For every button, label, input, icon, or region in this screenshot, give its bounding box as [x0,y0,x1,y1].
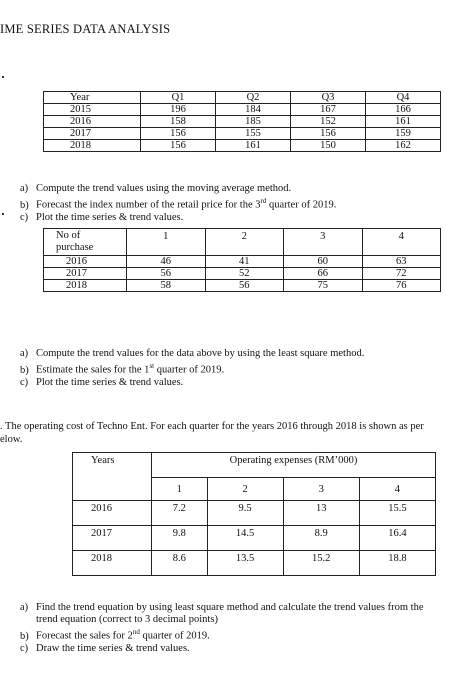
col-header-q2: Q2 [216,92,291,104]
table-header-row [44,229,441,256]
col-header-purchase [44,229,127,256]
bullet-dot [2,76,4,78]
header-text: No of [56,230,81,241]
item-label: a) [20,183,29,194]
table-cell: 9.8 [152,526,208,551]
col-header-q1: Q1 [141,92,216,104]
question-item-continuation: trend equation (correct to 3 decimal points) [36,614,218,625]
intro-text: elow. [0,434,23,445]
item-text: Plot the time series & trend values. [36,376,184,388]
table-cell: 9.5 [207,501,283,526]
item-superscript: rd [260,197,267,205]
cell-year: 2016 [44,116,141,128]
question-3-intro [0,420,470,446]
table-cell: 159 [366,128,441,140]
question-item [20,643,460,655]
col-header-years: Years [73,453,152,501]
table-cell: 7.2 [152,501,208,526]
item-label: c) [20,211,29,223]
item-text: Estimate the sales for the 1 [36,364,150,376]
table-cell: 16.4 [359,526,435,551]
table-row [44,268,441,280]
table-cell: 161 [216,140,291,152]
item-label: a) [20,602,29,613]
table-cell: 15.2 [283,551,359,576]
cell-year: 2016 [73,501,152,526]
col-header-3: 3 [283,478,359,501]
question-3-items [20,602,460,655]
table-cell: 8.9 [283,526,359,551]
table-cell: 196 [141,104,216,116]
item-label: c) [20,642,29,654]
table-row [73,501,436,526]
question-1-items [20,183,336,224]
col-header-group: Operating expenses (RM’000) [152,453,436,478]
table-cell: 15.5 [359,501,435,526]
item-text: quarter of 2019. [154,364,225,376]
table-purchases [43,228,441,292]
table-row [73,551,436,576]
col-header-2: 2 [207,478,283,501]
cell-year: 2018 [44,140,141,152]
item-label: c) [20,376,29,388]
table-cell: 75 [284,280,363,292]
item-label: b) [20,364,29,376]
table-cell: 46 [127,256,206,268]
table-cell: 185 [216,116,291,128]
table-cell: 155 [216,128,291,140]
table-cell: 18.8 [359,551,435,576]
table-cell: 41 [205,256,284,268]
table-cell: 13.5 [207,551,283,576]
table-cell: 166 [366,104,441,116]
item-text: Forecast the index number of the retail price for the 3 [36,199,261,211]
cell-year: 2016 [44,256,127,268]
cell-year: 2018 [73,551,152,576]
table-cell: 66 [284,268,363,280]
question-item [20,602,460,614]
header-text: purchase [56,242,94,253]
col-header-year: Year [44,92,141,104]
table-cell: 8.6 [152,551,208,576]
item-text: Draw the time series & trend values. [36,642,190,654]
table-row [44,128,441,140]
table-cell: 72 [362,268,441,280]
col-header-1: 1 [152,478,208,501]
table-header-row [44,92,441,104]
cell-year: 2017 [73,526,152,551]
question-item [20,377,364,389]
col-header-3: 3 [284,229,363,256]
question-item [20,348,364,360]
table-cell: 184 [216,104,291,116]
table-cell: 158 [141,116,216,128]
table-operating-expenses [72,452,436,576]
table-cell: 56 [205,280,284,292]
col-header-4: 4 [362,229,441,256]
table-cell: 14.5 [207,526,283,551]
cell-year: 2018 [44,280,127,292]
item-text: Find the trend equation by using least square method and calculate the trend values from the [36,602,424,613]
table-cell: 156 [141,128,216,140]
question-2-items [20,348,364,389]
col-header-q3: Q3 [291,92,366,104]
table-row [73,526,436,551]
item-superscript: st [149,362,155,370]
item-superscript: nd [132,628,140,636]
page-title: IME SERIES DATA ANALYSIS [0,22,171,36]
table-cell: 156 [291,128,366,140]
item-label: b) [20,630,29,642]
question-item [20,360,364,377]
bullet-dot [2,213,4,215]
table-cell: 150 [291,140,366,152]
question-item [20,626,460,643]
item-text: quarter of 2019. [139,630,210,642]
table-cell: 152 [291,116,366,128]
table-row [44,140,441,152]
item-text: Compute the trend values using the moving average method. [36,183,292,194]
table-row [44,104,441,116]
col-header-4: 4 [359,478,435,501]
question-item [20,212,336,224]
table-quarterly-index [43,91,441,152]
question-item [20,195,336,212]
table-cell: 76 [362,280,441,292]
table-cell: 56 [127,268,206,280]
table-header-row [73,453,436,478]
item-label: a) [20,348,29,359]
table-row [44,280,441,292]
item-text: Forecast the sales for 2 [36,630,133,642]
item-label: b) [20,199,29,211]
table-cell: 63 [362,256,441,268]
item-text: Compute the trend values for the data above by using the least square method. [36,348,365,359]
intro-text: . The operating cost of Techno Ent. For each quarter for the years 2016 through 2018 is shown as per [0,421,424,432]
table-cell: 167 [291,104,366,116]
table-cell: 162 [366,140,441,152]
table-cell: 58 [127,280,206,292]
table-row [44,256,441,268]
table-cell: 60 [284,256,363,268]
table-cell: 52 [205,268,284,280]
table-cell: 13 [283,501,359,526]
col-header-q4: Q4 [366,92,441,104]
table-cell: 161 [366,116,441,128]
item-text: quarter of 2019. [266,199,337,211]
item-text: Plot the time series & trend values. [36,211,184,223]
table-cell: 156 [141,140,216,152]
cell-year: 2015 [44,104,141,116]
col-header-2: 2 [205,229,284,256]
cell-year: 2017 [44,128,141,140]
question-item [20,183,336,195]
table-row [44,116,441,128]
cell-year: 2017 [44,268,127,280]
col-header-1: 1 [127,229,206,256]
